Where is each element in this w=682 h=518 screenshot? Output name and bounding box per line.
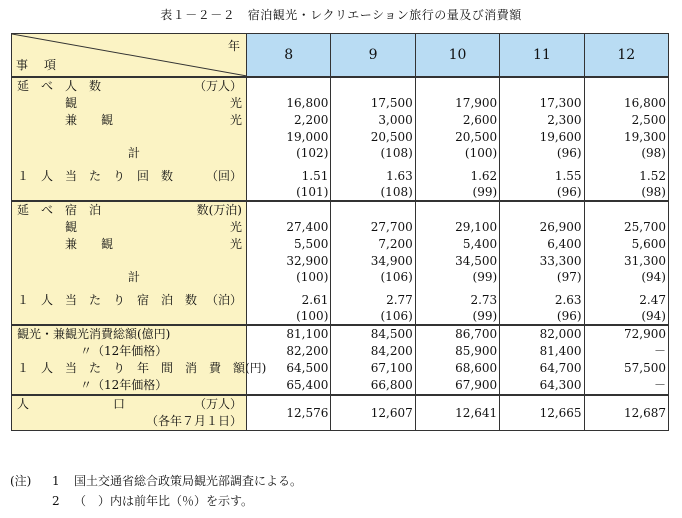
label-partial-sightseeing: 兼 観 光 [65,113,242,127]
year-header-8: 8 [247,34,331,78]
label-nights-per-person: １ 人 当 た り 宿 泊 数 （泊） [17,293,242,307]
header-corner-cell [12,34,247,78]
year-header-10: 10 [415,34,499,78]
label-stays-partial-sightseeing: 兼 観 光 [65,237,242,251]
visitors-values-11: 17,300 2,300 19,600 (96) 1.55 (96) [500,77,584,201]
stays-values-9: 27,700 7,200 34,900 (106) 2.77 (106) [331,201,415,325]
label-total-stays: 延 べ 宿 泊 数(万泊) [17,203,242,217]
label-sightseeing: 観 光 [65,96,242,110]
visitors-label-cell [12,77,247,201]
population-row [12,395,669,431]
stays-label-cell [12,201,247,325]
label-subtotal: 計 [128,146,141,160]
corner-year-label: 年 [227,39,240,53]
consumption-values-12: 72,900 － 57,500 － [584,325,668,395]
visitors-values-9: 17,500 3,000 20,500 (108) 1.63 (108) [331,77,415,201]
footnotes [10,471,302,511]
label-population-date: （各年７月１日） [145,414,242,428]
consumption-values-8: 81,100 82,200 64,500 65,400 [247,325,331,395]
population-value-12: 12,687 [584,395,668,431]
year-header-12: 12 [584,34,668,78]
travel-volume-table [11,33,669,431]
population-label-cell [12,395,247,431]
label-stays-sightseeing: 観 光 [65,220,242,234]
population-value-10: 12,641 [415,395,499,431]
population-value-11: 12,665 [500,395,584,431]
year-header-11: 11 [500,34,584,78]
label-per-capita-real: 〃（12年価格） [80,378,168,392]
visitors-section-row [12,77,669,201]
footnote-1: (注) 1 国土交通省総合政策局観光部調査による。 [10,474,303,488]
stays-section-row [12,201,669,325]
year-header-9: 9 [331,34,415,78]
label-consumption-real: 〃（12年価格） [80,344,168,358]
header-row [12,34,669,78]
consumption-section-row [12,325,669,395]
label-trips-per-person: １ 人 当 た り 回 数 （回） [17,169,242,183]
visitors-values-8: 16,800 2,200 19,000 (102) 1.51 (101) [247,77,331,201]
consumption-values-11: 82,000 81,400 64,700 64,300 [500,325,584,395]
label-per-capita-consumption: １ 人 当 た り 年 間 消 費 額(円) [17,361,267,375]
population-value-9: 12,607 [331,395,415,431]
consumption-label-cell [12,325,267,395]
visitors-values-10: 17,900 2,600 20,500 (100) 1.62 (99) [415,77,499,201]
stays-values-11: 26,900 6,400 33,300 (97) 2.63 (96) [500,201,584,325]
label-population: 人 口 （万人） [17,397,242,411]
corner-item-label: 事 項 [16,58,59,72]
population-value-8: 12,576 [247,395,331,431]
label-stays-subtotal: 計 [128,270,141,284]
footnote-2: 2 （ ）内は前年比（％）を示す。 [52,494,254,508]
stays-values-12: 25,700 5,600 31,300 (94) 2.47 (94) [584,201,668,325]
consumption-values-10: 86,700 85,900 68,600 67,900 [415,325,499,395]
label-total-consumption: 観光・兼観光消費総額(億円) [17,327,171,341]
stays-values-8: 27,400 5,500 32,900 (100) 2.61 (100) [247,201,331,325]
stays-values-10: 29,100 5,400 34,500 (99) 2.73 (99) [415,201,499,325]
label-total-visitors: 延 べ 人 数 （万人） [17,79,242,93]
visitors-values-12: 16,800 2,500 19,300 (98) 1.52 (98) [584,77,668,201]
consumption-values-9: 84,500 84,200 67,100 66,800 [331,325,415,395]
table-title: 表１－２－２ 宿泊観光・レクリエーション旅行の量及び消費額 [160,8,522,22]
